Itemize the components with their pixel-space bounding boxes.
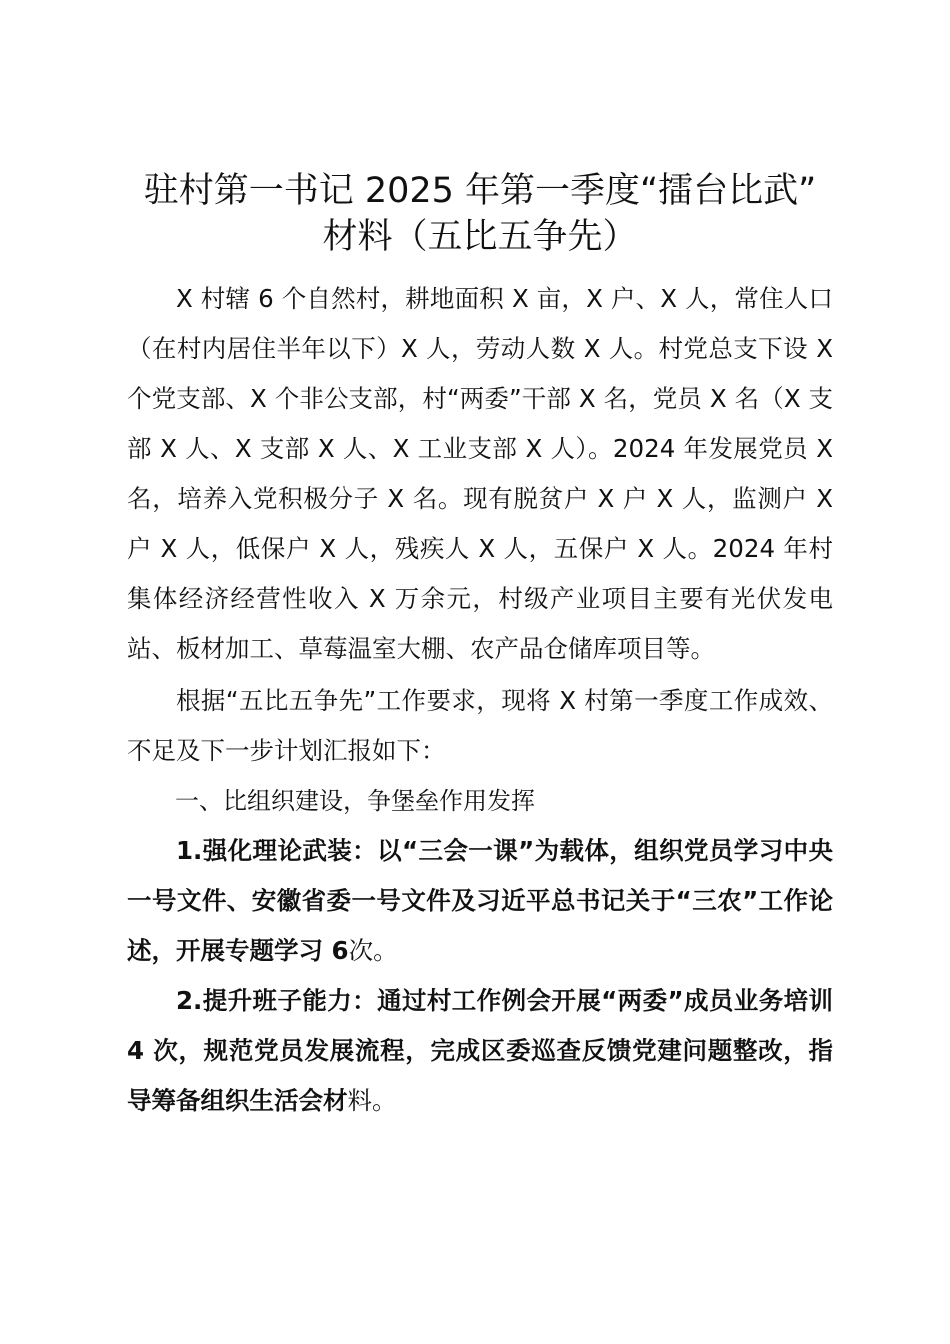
document-title	[127, 168, 833, 260]
list-item-2-tail: 料。	[347, 1086, 397, 1115]
title-line-1: 驻村第一书记 2025 年第一季度“擂台比武”	[143, 171, 817, 211]
list-item-2	[127, 976, 833, 1126]
report-intro-paragraph: 根据“五比五争先”工作要求，现将 X 村第一季度工作成效、不足及下一步计划汇报如下：	[127, 686, 833, 765]
section-heading-1: 一、比组织建设，争堡垒作用发挥	[175, 787, 535, 815]
title-line-2: 材料（五比五争先）	[322, 217, 638, 257]
list-item-1-text: 1.强化理论武装：以“三会一课”为载体，组织党员学习中央一号文件、安徽省委一号文件及习近平总书记关于“三农”工作论述，开展专题学习 6	[127, 836, 833, 965]
list-item-1	[127, 826, 833, 976]
document-page	[127, 168, 833, 1126]
list-item-1-tail: 次。	[348, 936, 398, 965]
intro-paragraph: X 村辖 6 个自然村，耕地面积 X 亩，X 户、X 人，常住人口（在村内居住半年以下）X 人，劳动人数 X 人。村党总支下设 X 个党支部、X 个非公支部，村“两委”干部 X 名，党员 X 名（X 支部 X 人、X 支部 X 人、X 工业支部 X 人）。2024 年发展党员 X 名，培养入党积极分子 X 名。现有脱贫户 X 户 X 人，监测户 X 户 X 人，低保户 X 人，残疾人 X 人，五保户 X 人。2024 年村集体经济经营性收入 X 万余元，村级产业项目主要有光伏发电站、板材加工、草莓温室大棚、农产品仓储库项目等。	[127, 284, 833, 663]
list-item-2-text: 2.提升班子能力：通过村工作例会开展“两委”成员业务培训 4 次，规范党员发展流程，完成区委巡查反馈党建问题整改，指导筹备组织生活会材	[127, 986, 833, 1115]
